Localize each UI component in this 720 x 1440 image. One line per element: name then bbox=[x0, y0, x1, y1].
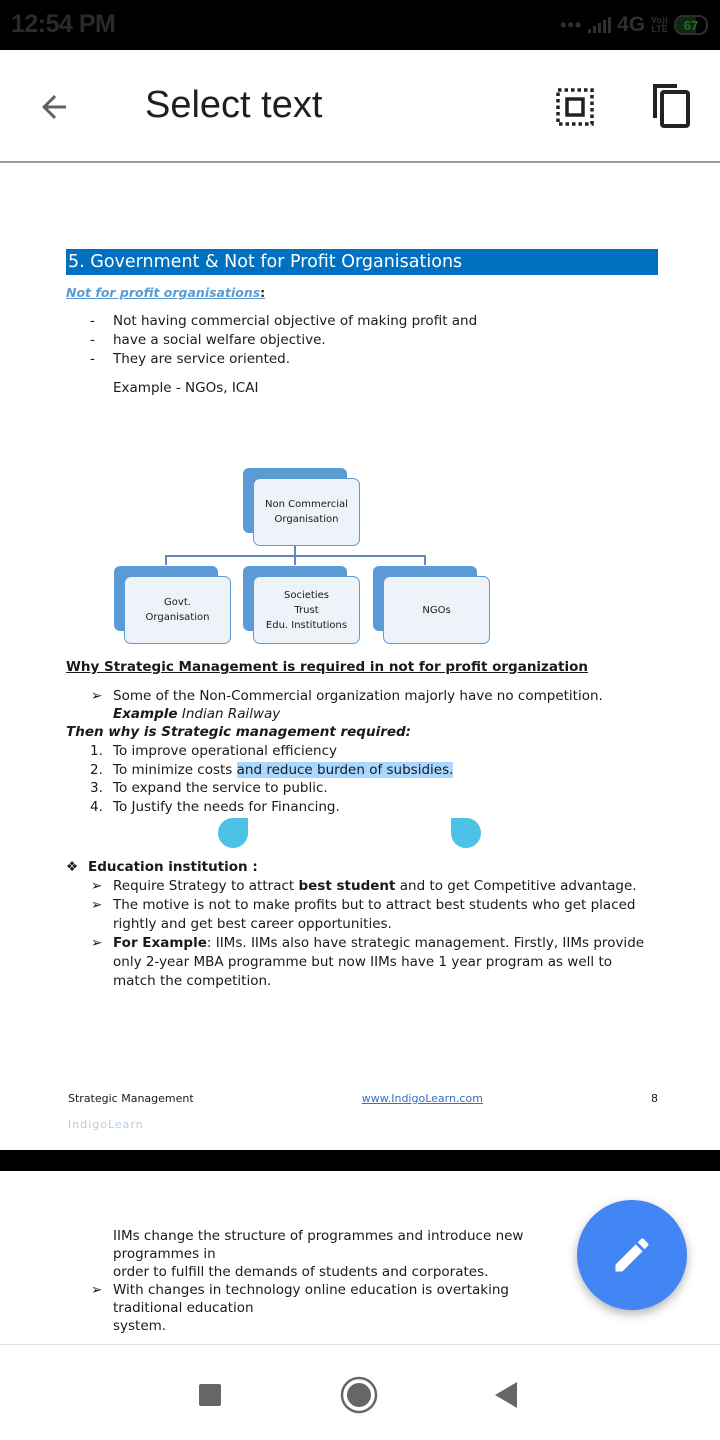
pencil-icon bbox=[610, 1233, 654, 1277]
org-node-ngos bbox=[383, 576, 490, 644]
select-all-icon bbox=[556, 88, 594, 126]
arrow-bullet-icon: ➢ bbox=[91, 878, 103, 894]
item-number: 2. bbox=[90, 761, 103, 778]
battery-icon bbox=[674, 15, 708, 35]
section-title[interactable]: 5. Government & Not for Profit Organisations bbox=[66, 249, 658, 275]
signal-icon bbox=[588, 17, 611, 33]
volte-bottom: LTE bbox=[651, 24, 668, 34]
item-text: Require Strategy to attract bbox=[113, 878, 299, 894]
selection-handles bbox=[66, 818, 658, 854]
example-line[interactable]: Example - NGOs, ICAI bbox=[113, 380, 259, 396]
home-button[interactable] bbox=[337, 1373, 381, 1417]
node-line: Non Commercial bbox=[265, 499, 348, 510]
node-line: Edu. Institutions bbox=[265, 619, 348, 631]
next-page-text bbox=[91, 1227, 568, 1335]
status-time: 12:54 PM bbox=[11, 10, 116, 38]
node-line: Organisation bbox=[145, 612, 210, 623]
text-line[interactable] bbox=[91, 1281, 568, 1317]
list-item[interactable]: - They are service oriented. bbox=[90, 350, 658, 369]
why-heading[interactable]: Why Strategic Management is required in not for profit organization bbox=[66, 659, 588, 675]
item-text: To improve operational efficiency bbox=[113, 743, 338, 759]
item-text: : IIMs. IIMs also have strategic management. Firstly, IIMs provide only 2-year MBA programme but now IIMs have 1 year program as well to match the competition. bbox=[113, 935, 645, 989]
selected-text[interactable]: and reduce burden of subsidies. bbox=[236, 761, 454, 778]
page-title: Select text bbox=[145, 84, 323, 126]
app-bar bbox=[0, 50, 720, 163]
reasons-list bbox=[90, 742, 658, 816]
list-item[interactable] bbox=[91, 877, 658, 896]
notification-dots: ••• bbox=[560, 14, 583, 35]
example-label: Example bbox=[113, 706, 178, 722]
edit-fab-button[interactable] bbox=[577, 1200, 687, 1310]
list-item[interactable] bbox=[91, 896, 658, 934]
battery-level: 67 bbox=[683, 17, 699, 33]
item-number: 1. bbox=[90, 743, 103, 759]
arrow-bullet-icon: ➢ bbox=[91, 935, 103, 951]
list-item[interactable] bbox=[90, 742, 658, 761]
diamond-bullet-icon: ❖ bbox=[66, 859, 79, 875]
node-line: Organisation bbox=[274, 514, 339, 525]
item-text: and to get Competitive advantage. bbox=[395, 878, 637, 894]
volte-top: Vo)) bbox=[651, 15, 668, 25]
back-nav-button[interactable] bbox=[484, 1373, 528, 1417]
item-number: 4. bbox=[90, 798, 103, 815]
arrow-bullet-icon: ➢ bbox=[91, 688, 103, 704]
node-line: NGOs bbox=[422, 604, 451, 616]
node-line: Govt. bbox=[164, 597, 191, 608]
select-all-button[interactable] bbox=[552, 84, 598, 130]
page-number: 8 bbox=[651, 1092, 658, 1105]
item-text: To minimize costs bbox=[113, 761, 237, 778]
circle-icon bbox=[340, 1376, 378, 1414]
triangle-back-icon bbox=[493, 1381, 519, 1409]
item-bold: best student bbox=[298, 878, 396, 894]
arrow-left-icon bbox=[36, 89, 72, 125]
node-box bbox=[124, 576, 231, 644]
list-item[interactable]: - Not having commercial objective of making profit and bbox=[90, 312, 658, 331]
subheading[interactable] bbox=[66, 285, 658, 300]
item-text: To Justify the needs for Financing. bbox=[113, 798, 340, 815]
copy-button[interactable] bbox=[648, 80, 694, 130]
subheading-text: Not for profit organisations bbox=[66, 285, 261, 300]
org-chart bbox=[66, 404, 658, 654]
list-item[interactable] bbox=[91, 934, 658, 991]
volte-indicator bbox=[651, 16, 668, 34]
education-heading-text: Education institution : bbox=[88, 859, 258, 875]
footer-link[interactable]: www.IndigoLearn.com bbox=[361, 1092, 483, 1105]
selection-end-handle[interactable] bbox=[451, 818, 481, 848]
item-bold: For Example bbox=[113, 935, 207, 951]
status-icons bbox=[560, 13, 708, 37]
page-separator bbox=[0, 1150, 720, 1171]
arrow-bullet-icon: ➢ bbox=[91, 1282, 103, 1298]
node-line: Societies bbox=[284, 589, 329, 601]
node-box bbox=[253, 576, 360, 644]
arrow-bullet-icon: ➢ bbox=[91, 897, 103, 913]
org-node-root bbox=[253, 478, 360, 546]
then-why-heading[interactable]: Then why is Strategic management required: bbox=[66, 724, 412, 740]
text-line[interactable]: IIMs change the structure of programmes and introduce new programmes in bbox=[113, 1228, 524, 1262]
education-list bbox=[91, 877, 658, 991]
node-box bbox=[383, 576, 490, 644]
document-page[interactable] bbox=[0, 165, 720, 1150]
text-line[interactable]: system. bbox=[113, 1318, 167, 1334]
connector-line bbox=[424, 555, 426, 565]
recents-button[interactable] bbox=[188, 1373, 232, 1417]
node-line: Trust bbox=[294, 604, 319, 616]
network-type: 4G bbox=[617, 13, 646, 36]
item-text: To expand the service to public. bbox=[113, 780, 328, 796]
page-footer bbox=[68, 1091, 658, 1106]
list-item[interactable] bbox=[90, 798, 658, 817]
education-heading[interactable] bbox=[66, 858, 658, 877]
subheading-colon: : bbox=[260, 285, 266, 300]
connector-line bbox=[165, 555, 167, 565]
example-value: Indian Railway bbox=[177, 706, 281, 722]
system-nav-bar bbox=[0, 1344, 720, 1440]
text-line[interactable]: order to fulfill the demands of students and corporates. bbox=[113, 1264, 489, 1280]
status-bar bbox=[0, 0, 720, 50]
org-node-societies bbox=[253, 576, 360, 644]
square-icon bbox=[198, 1383, 222, 1407]
watermark: IndigoLearn bbox=[68, 1118, 144, 1131]
item-number: 3. bbox=[90, 780, 103, 796]
footer-title: Strategic Management bbox=[68, 1092, 194, 1105]
list-item[interactable] bbox=[90, 761, 658, 780]
org-node-govt bbox=[124, 576, 231, 644]
connector-line bbox=[294, 555, 296, 565]
back-button[interactable] bbox=[30, 83, 78, 131]
node-box bbox=[253, 478, 360, 546]
item-text: The motive is not to make profits but to attract best students who get placed rightly and get best career opportunities. bbox=[113, 897, 636, 932]
why-point[interactable] bbox=[91, 687, 658, 723]
list-item[interactable]: - have a social welfare objective. bbox=[90, 331, 658, 350]
copy-icon bbox=[650, 82, 692, 128]
selection-start-handle[interactable] bbox=[218, 818, 248, 848]
definition-list bbox=[90, 312, 658, 369]
why-point-text: Some of the Non-Commercial organization majorly have no competition. bbox=[113, 688, 603, 704]
list-item[interactable] bbox=[90, 779, 658, 798]
text-line-content: With changes in technology online education is overtaking traditional education bbox=[113, 1282, 509, 1316]
